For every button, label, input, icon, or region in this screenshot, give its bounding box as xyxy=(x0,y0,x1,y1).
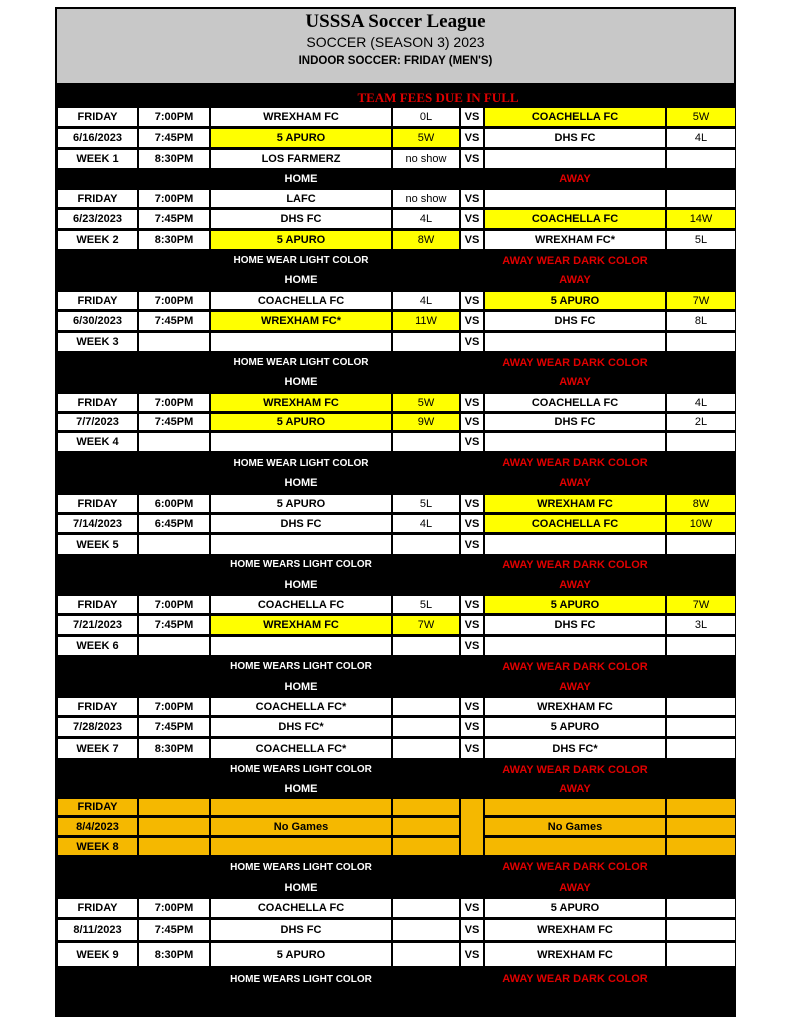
away-score-cell xyxy=(666,919,736,941)
time-cell xyxy=(138,432,210,452)
away-score-cell xyxy=(666,798,736,816)
time-cell: 7:00PM xyxy=(138,697,210,716)
vs-cell: VS xyxy=(460,128,484,148)
home-team-cell: COACHELLA FC xyxy=(210,291,392,310)
time-cell: 7:45PM xyxy=(138,311,210,331)
away-team-cell xyxy=(484,332,666,352)
away-note: AWAY WEAR DARK COLOR xyxy=(502,254,648,267)
week-label: WEEK 7 xyxy=(57,738,138,759)
vs-cell: VS xyxy=(460,898,484,918)
away-score-cell: 8L xyxy=(666,311,736,331)
away-score-cell xyxy=(666,898,736,918)
vs-cell: VS xyxy=(460,311,484,331)
date-label: 7/7/2023 xyxy=(57,413,138,431)
away-team-cell: DHS FC xyxy=(484,311,666,331)
vs-cell: VS xyxy=(460,615,484,635)
home-team-cell: COACHELLA FC xyxy=(210,898,392,918)
time-cell: 7:45PM xyxy=(138,413,210,431)
home-team-cell: COACHELLA FC* xyxy=(210,738,392,759)
time-cell: 7:00PM xyxy=(138,595,210,614)
home-score-cell: 4L xyxy=(392,209,460,229)
away-score-cell xyxy=(666,697,736,716)
home-score-cell xyxy=(392,432,460,452)
away-score-cell xyxy=(666,817,736,836)
home-heading: HOME xyxy=(284,172,318,185)
week-label: WEEK 3 xyxy=(57,332,138,352)
day-label: FRIDAY xyxy=(57,697,138,716)
away-team-cell: WREXHAM FC* xyxy=(484,230,666,250)
away-heading: AWAY xyxy=(559,274,591,286)
home-heading: HOME xyxy=(284,680,318,693)
vs-cell: VS xyxy=(460,717,484,737)
home-heading: HOME xyxy=(284,782,318,795)
vs-cell: VS xyxy=(460,514,484,533)
away-team-cell: WREXHAM FC xyxy=(484,494,666,513)
home-team-cell: DHS FC xyxy=(210,514,392,533)
away-score-cell: 5L xyxy=(666,230,736,250)
time-cell: 8:30PM xyxy=(138,942,210,967)
away-note: AWAY WEAR DARK COLOR xyxy=(502,558,648,571)
away-team-cell: 5 APURO xyxy=(484,595,666,614)
home-score-cell: 0L xyxy=(392,107,460,127)
home-team-cell: WREXHAM FC xyxy=(210,107,392,127)
time-cell xyxy=(138,817,210,836)
home-note: HOME WEARS LIGHT COLOR xyxy=(230,661,372,672)
away-note: AWAY WEAR DARK COLOR xyxy=(502,763,648,776)
away-score-cell: 5W xyxy=(666,107,736,127)
home-team-cell: WREXHAM FC xyxy=(210,615,392,635)
away-score-cell xyxy=(666,738,736,759)
week-label: WEEK 5 xyxy=(57,534,138,555)
home-score-cell: no show xyxy=(392,149,460,169)
week-label: WEEK 6 xyxy=(57,636,138,656)
day-label: FRIDAY xyxy=(57,595,138,614)
away-team-cell xyxy=(484,636,666,656)
vs-cell: VS xyxy=(460,393,484,412)
vs-cell: VS xyxy=(460,919,484,941)
week-label: WEEK 9 xyxy=(57,942,138,967)
away-score-cell: 2L xyxy=(666,413,736,431)
time-cell xyxy=(138,332,210,352)
home-note: HOME WEAR LIGHT COLOR xyxy=(233,255,369,266)
away-score-cell: 4L xyxy=(666,128,736,148)
away-heading: AWAY xyxy=(559,477,591,489)
away-team-cell xyxy=(484,149,666,169)
home-heading: HOME xyxy=(284,881,318,894)
date-label: 8/11/2023 xyxy=(57,919,138,941)
away-score-cell xyxy=(666,636,736,656)
home-note: HOME WEAR LIGHT COLOR xyxy=(233,457,369,469)
day-label: FRIDAY xyxy=(57,393,138,412)
day-label: FRIDAY xyxy=(57,494,138,513)
away-score-cell: 14W xyxy=(666,209,736,229)
away-team-cell xyxy=(484,432,666,452)
time-cell: 8:30PM xyxy=(138,149,210,169)
time-cell xyxy=(138,837,210,856)
home-team-cell: WREXHAM FC xyxy=(210,393,392,412)
home-score-cell: 9W xyxy=(392,413,460,431)
away-team-cell: DHS FC xyxy=(484,128,666,148)
away-note: AWAY WEAR DARK COLOR xyxy=(502,660,648,673)
vs-cell: VS xyxy=(460,332,484,352)
home-team-cell: WREXHAM FC* xyxy=(210,311,392,331)
vs-cell: VS xyxy=(460,209,484,229)
league-title: USSSA Soccer League xyxy=(305,11,486,32)
home-score-cell xyxy=(392,837,460,856)
away-team-cell: COACHELLA FC xyxy=(484,107,666,127)
home-team-cell xyxy=(210,534,392,555)
home-score-cell xyxy=(392,817,460,836)
away-team-cell: COACHELLA FC xyxy=(484,514,666,533)
away-heading: AWAY xyxy=(559,881,591,894)
vs-cell: VS xyxy=(460,107,484,127)
home-note: HOME WEARS LIGHT COLOR xyxy=(230,764,372,775)
home-team-cell xyxy=(210,837,392,856)
home-score-cell: 8W xyxy=(392,230,460,250)
time-cell: 7:45PM xyxy=(138,615,210,635)
home-team-cell: 5 APURO xyxy=(210,413,392,431)
home-team-cell: LAFC xyxy=(210,189,392,208)
home-score-cell xyxy=(392,534,460,555)
time-cell: 7:00PM xyxy=(138,107,210,127)
home-team-cell: 5 APURO xyxy=(210,230,392,250)
away-note: AWAY WEAR DARK COLOR xyxy=(502,973,648,985)
away-team-cell xyxy=(484,837,666,856)
vs-cell xyxy=(460,798,484,856)
home-score-cell: 5W xyxy=(392,128,460,148)
away-team-cell: COACHELLA FC xyxy=(484,393,666,412)
day-label: FRIDAY xyxy=(57,189,138,208)
away-note: AWAY WEAR DARK COLOR xyxy=(502,356,648,369)
home-heading: HOME xyxy=(284,477,318,489)
away-score-cell xyxy=(666,432,736,452)
home-team-cell: 5 APURO xyxy=(210,494,392,513)
time-cell: 7:45PM xyxy=(138,128,210,148)
home-note: HOME WEARS LIGHT COLOR xyxy=(230,559,372,570)
away-heading: AWAY xyxy=(559,172,591,185)
away-score-cell xyxy=(666,717,736,737)
time-cell xyxy=(138,798,210,816)
home-no-games: No Games xyxy=(210,817,392,836)
week-label: WEEK 1 xyxy=(57,149,138,169)
date-label: 6/23/2023 xyxy=(57,209,138,229)
away-score-cell xyxy=(666,942,736,967)
time-cell: 7:45PM xyxy=(138,209,210,229)
away-score-cell: 8W xyxy=(666,494,736,513)
away-score-cell: 3L xyxy=(666,615,736,635)
time-cell: 7:00PM xyxy=(138,393,210,412)
time-cell: 8:30PM xyxy=(138,738,210,759)
home-score-cell xyxy=(392,636,460,656)
home-score-cell: 5L xyxy=(392,494,460,513)
home-score-cell xyxy=(392,798,460,816)
home-team-cell xyxy=(210,432,392,452)
away-team-cell: 5 APURO xyxy=(484,898,666,918)
away-team-cell: DHS FC xyxy=(484,413,666,431)
date-label: 8/4/2023 xyxy=(57,817,138,836)
time-cell: 7:00PM xyxy=(138,189,210,208)
away-team-cell: 5 APURO xyxy=(484,291,666,310)
away-heading: AWAY xyxy=(559,680,591,693)
date-label: 7/21/2023 xyxy=(57,615,138,635)
home-note: HOME WEARS LIGHT COLOR xyxy=(230,973,372,985)
time-cell: 8:30PM xyxy=(138,230,210,250)
time-cell: 7:00PM xyxy=(138,291,210,310)
home-note: HOME WEARS LIGHT COLOR xyxy=(230,861,372,873)
week-label: WEEK 2 xyxy=(57,230,138,250)
away-score-cell: 7W xyxy=(666,595,736,614)
home-score-cell: 4L xyxy=(392,291,460,310)
day-label: FRIDAY xyxy=(57,291,138,310)
away-team-cell: WREXHAM FC xyxy=(484,697,666,716)
time-cell xyxy=(138,636,210,656)
away-score-cell xyxy=(666,332,736,352)
home-score-cell: no show xyxy=(392,189,460,208)
day-label: FRIDAY xyxy=(57,898,138,918)
away-heading: AWAY xyxy=(559,578,591,591)
away-score-cell: 10W xyxy=(666,514,736,533)
vs-cell: VS xyxy=(460,291,484,310)
home-note: HOME WEAR LIGHT COLOR xyxy=(233,357,369,368)
day-label: FRIDAY xyxy=(57,107,138,127)
home-team-cell: LOS FARMERZ xyxy=(210,149,392,169)
home-team-cell: 5 APURO xyxy=(210,942,392,967)
home-score-cell: 4L xyxy=(392,514,460,533)
away-note: AWAY WEAR DARK COLOR xyxy=(502,861,648,873)
vs-cell: VS xyxy=(460,189,484,208)
away-score-cell: 7W xyxy=(666,291,736,310)
schedule-header xyxy=(55,7,736,85)
home-score-cell: 5L xyxy=(392,595,460,614)
home-score-cell xyxy=(392,898,460,918)
away-heading: AWAY xyxy=(559,782,591,795)
away-team-cell: DHS FC* xyxy=(484,738,666,759)
vs-cell: VS xyxy=(460,432,484,452)
home-team-cell: COACHELLA FC xyxy=(210,595,392,614)
date-label: 6/30/2023 xyxy=(57,311,138,331)
time-cell: 7:45PM xyxy=(138,717,210,737)
away-no-games: No Games xyxy=(484,817,666,836)
time-cell: 7:45PM xyxy=(138,919,210,941)
home-score-cell xyxy=(392,717,460,737)
date-label: 6/16/2023 xyxy=(57,128,138,148)
home-score-cell xyxy=(392,919,460,941)
time-cell: 6:45PM xyxy=(138,514,210,533)
away-team-cell xyxy=(484,534,666,555)
away-team-cell: WREXHAM FC xyxy=(484,942,666,967)
home-score-cell: 11W xyxy=(392,311,460,331)
home-heading: HOME xyxy=(284,274,318,286)
home-score-cell: 5W xyxy=(392,393,460,412)
day-label: FRIDAY xyxy=(57,798,138,816)
vs-cell: VS xyxy=(460,413,484,431)
time-cell: 7:00PM xyxy=(138,898,210,918)
home-heading: HOME xyxy=(284,578,318,591)
away-team-cell xyxy=(484,189,666,208)
week-label: WEEK 4 xyxy=(57,432,138,452)
time-cell: 6:00PM xyxy=(138,494,210,513)
away-team-cell: COACHELLA FC xyxy=(484,209,666,229)
home-team-cell: DHS FC* xyxy=(210,717,392,737)
vs-cell: VS xyxy=(460,534,484,555)
home-team-cell xyxy=(210,798,392,816)
fees-banner: TEAM FEES DUE IN FULL xyxy=(357,89,519,105)
away-team-cell: DHS FC xyxy=(484,615,666,635)
away-team-cell xyxy=(484,798,666,816)
home-heading: HOME xyxy=(284,376,318,388)
week-label: WEEK 8 xyxy=(57,837,138,856)
date-label: 7/28/2023 xyxy=(57,717,138,737)
away-score-cell xyxy=(666,189,736,208)
home-score-cell xyxy=(392,332,460,352)
away-score-cell xyxy=(666,837,736,856)
division-title: INDOOR SOCCER: FRIDAY (MEN'S) xyxy=(298,55,493,67)
home-team-cell: 5 APURO xyxy=(210,128,392,148)
season-title: SOCCER (SEASON 3) 2023 xyxy=(306,34,485,50)
home-team-cell: COACHELLA FC* xyxy=(210,697,392,716)
home-team-cell xyxy=(210,332,392,352)
vs-cell: VS xyxy=(460,595,484,614)
date-label: 7/14/2023 xyxy=(57,514,138,533)
vs-cell: VS xyxy=(460,636,484,656)
home-team-cell: DHS FC xyxy=(210,209,392,229)
home-score-cell: 7W xyxy=(392,615,460,635)
away-note: AWAY WEAR DARK COLOR xyxy=(502,457,648,469)
home-team-cell xyxy=(210,636,392,656)
vs-cell: VS xyxy=(460,697,484,716)
away-team-cell: WREXHAM FC xyxy=(484,919,666,941)
time-cell xyxy=(138,534,210,555)
away-team-cell: 5 APURO xyxy=(484,717,666,737)
home-score-cell xyxy=(392,942,460,967)
away-score-cell xyxy=(666,149,736,169)
vs-cell: VS xyxy=(460,230,484,250)
away-heading: AWAY xyxy=(559,376,591,388)
home-score-cell xyxy=(392,738,460,759)
away-score-cell xyxy=(666,534,736,555)
home-team-cell: DHS FC xyxy=(210,919,392,941)
away-score-cell: 4L xyxy=(666,393,736,412)
home-score-cell xyxy=(392,697,460,716)
vs-cell: VS xyxy=(460,494,484,513)
vs-cell: VS xyxy=(460,942,484,967)
vs-cell: VS xyxy=(460,738,484,759)
vs-cell: VS xyxy=(460,149,484,169)
